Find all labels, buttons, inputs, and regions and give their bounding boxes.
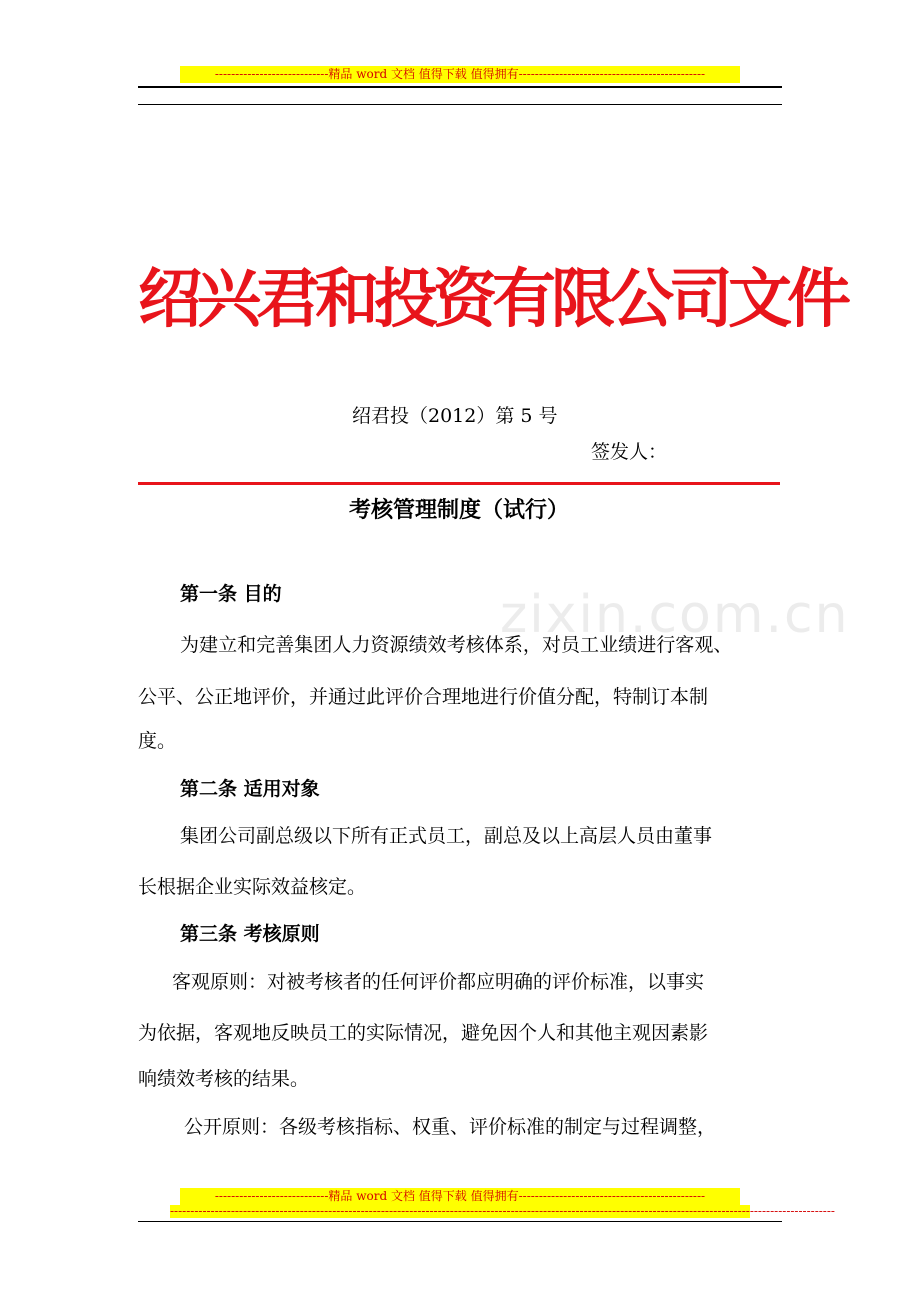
header-rule-thin <box>138 104 782 105</box>
article-3-line: 客观原则：对被考核者的任何评价都应明确的评价标准，以事实 <box>172 971 705 993</box>
signer-label: 签发人： <box>591 441 668 463</box>
article-2-heading: 第二条 适用对象 <box>180 778 320 800</box>
footer-dashes: -------------------------------------------------------------------------------------------------------------------------------------------------------------------- <box>170 1204 835 1218</box>
organization-title: 绍兴君和投资有限公司文件 <box>138 263 846 337</box>
article-2-line: 集团公司副总级以下所有正式员工，副总及以上高层人员由董事 <box>180 825 713 847</box>
red-divider <box>138 482 780 485</box>
article-2-line: 长根据企业实际效益核定。 <box>138 876 367 898</box>
document-title: 考核管理制度（试行） <box>348 498 569 523</box>
article-3-line: 为依据，客观地反映员工的实际情况，避免因个人和其他主观因素影 <box>138 1022 709 1044</box>
article-3-heading: 第三条 考核原则 <box>180 923 320 945</box>
header-banner: ----------------------------精品 word 文档 值得下载 值得拥有---------------------------------------------- <box>180 66 740 83</box>
article-1-heading: 第一条 目的 <box>180 583 282 605</box>
article-3-line: 公开原则：各级考核指标、权重、评价标准的制定与过程调整， <box>184 1116 717 1138</box>
watermark: zixin.com.cn <box>500 585 850 645</box>
article-3-line: 响绩效考核的结果。 <box>138 1068 310 1090</box>
header-rule-thick <box>138 86 782 88</box>
footer-banner: ----------------------------精品 word 文档 值得下载 值得拥有---------------------------------------------- <box>180 1188 740 1205</box>
article-1-line: 公平、公正地评价，并通过此评价合理地进行价值分配，特制订本制 <box>138 686 709 708</box>
article-1-line: 度。 <box>138 730 177 752</box>
article-1-line: 为建立和完善集团人力资源绩效考核体系，对员工业绩进行客观、 <box>180 634 733 656</box>
document-number: 绍君投（2012）第 5 号 <box>352 405 558 427</box>
footer-rule <box>138 1221 782 1222</box>
